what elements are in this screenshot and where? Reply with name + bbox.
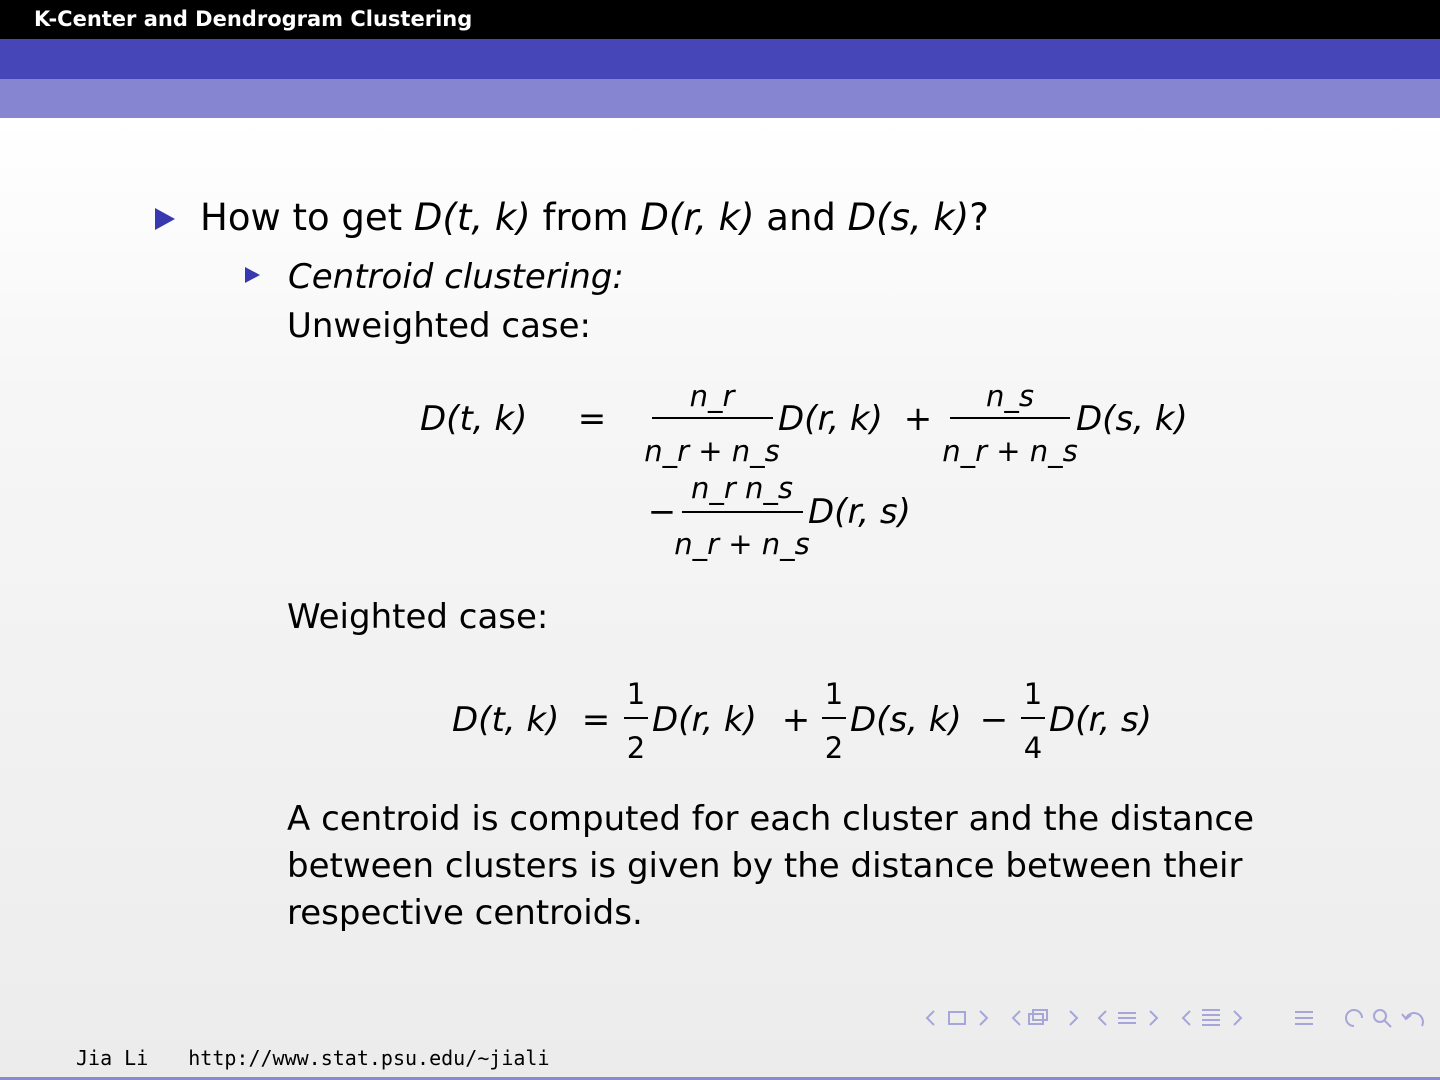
w-term1: D(r, k) — [652, 700, 757, 740]
header-bar-dark — [0, 39, 1440, 79]
uw-frac3-den: n_r + n_s — [674, 527, 810, 561]
uw-frac1-den: n_r + n_s — [644, 434, 780, 468]
w-term2: D(s, k) — [850, 700, 962, 740]
description-paragraph: A centroid is computed for each cluster and the distance between clusters is given by the distance between their respective centroids. — [287, 799, 1255, 933]
w-frac2-num: 1 — [824, 677, 844, 711]
question-text-3: and — [754, 196, 848, 239]
w-equals: = — [581, 700, 611, 740]
w-plus: + — [781, 700, 811, 740]
align-icon[interactable] — [1183, 1010, 1313, 1025]
uw-term2: D(s, k) — [1076, 399, 1188, 439]
arrow-left-icon[interactable] — [927, 1011, 934, 1025]
question-text-4: ? — [969, 196, 989, 239]
undo-icon[interactable] — [1402, 1013, 1423, 1026]
uw-minus: − — [647, 492, 677, 532]
subsection-icon[interactable] — [1099, 1011, 1157, 1025]
footer — [76, 1046, 549, 1070]
frame-title: K-Center and Dendrogram Clustering — [0, 0, 1440, 39]
question-math-1: D(t, k) — [413, 196, 531, 239]
uw-plus: + — [903, 399, 933, 439]
unweighted-label: Unweighted case: — [287, 306, 591, 346]
w-frac2-den: 2 — [824, 731, 844, 765]
w-lhs: D(t, k) — [452, 700, 560, 740]
weighted-label: Weighted case: — [287, 597, 549, 637]
uw-lhs: D(t, k) — [420, 399, 528, 439]
sub-bullet-triangle-icon — [245, 267, 260, 283]
header-bar-light — [0, 79, 1440, 118]
arrow-right-icon[interactable] — [980, 1011, 987, 1025]
question-text-2: from — [530, 196, 641, 239]
uw-frac1-num: n_r — [689, 379, 735, 413]
uw-frac2-num: n_s — [986, 379, 1034, 413]
uw-term3: D(r, s) — [808, 492, 911, 532]
weighted-equation — [440, 670, 1180, 774]
bullet-triangle-icon — [155, 208, 175, 230]
w-frac1-den: 2 — [626, 731, 646, 765]
w-frac3-den: 4 — [1023, 731, 1043, 765]
w-frac3-num: 1 — [1023, 677, 1043, 711]
question-math-2: D(r, k) — [640, 196, 755, 239]
question-text-1: How to get — [200, 196, 414, 239]
navigation-bar — [922, 1004, 1432, 1032]
uw-term1: D(r, k) — [778, 399, 883, 439]
main-question — [200, 196, 989, 239]
w-frac1-num: 1 — [626, 677, 646, 711]
uw-equals: = — [577, 399, 607, 439]
w-minus: − — [979, 700, 1009, 740]
sub-heading: Centroid clustering: — [288, 257, 624, 297]
w-term3: D(r, s) — [1049, 700, 1152, 740]
question-math-3: D(s, k) — [847, 196, 970, 239]
unweighted-equation — [400, 370, 1220, 574]
uw-frac2-den: n_r + n_s — [942, 434, 1078, 468]
footer-author: Jia Li — [76, 1046, 149, 1070]
uw-frac3-num: n_r n_s — [690, 471, 794, 505]
section-icon[interactable] — [1013, 1010, 1077, 1025]
frame-icon[interactable] — [949, 1012, 965, 1024]
footer-url[interactable]: http://www.stat.psu.edu/∼jiali — [188, 1046, 550, 1070]
search-icon[interactable] — [1346, 1010, 1391, 1027]
